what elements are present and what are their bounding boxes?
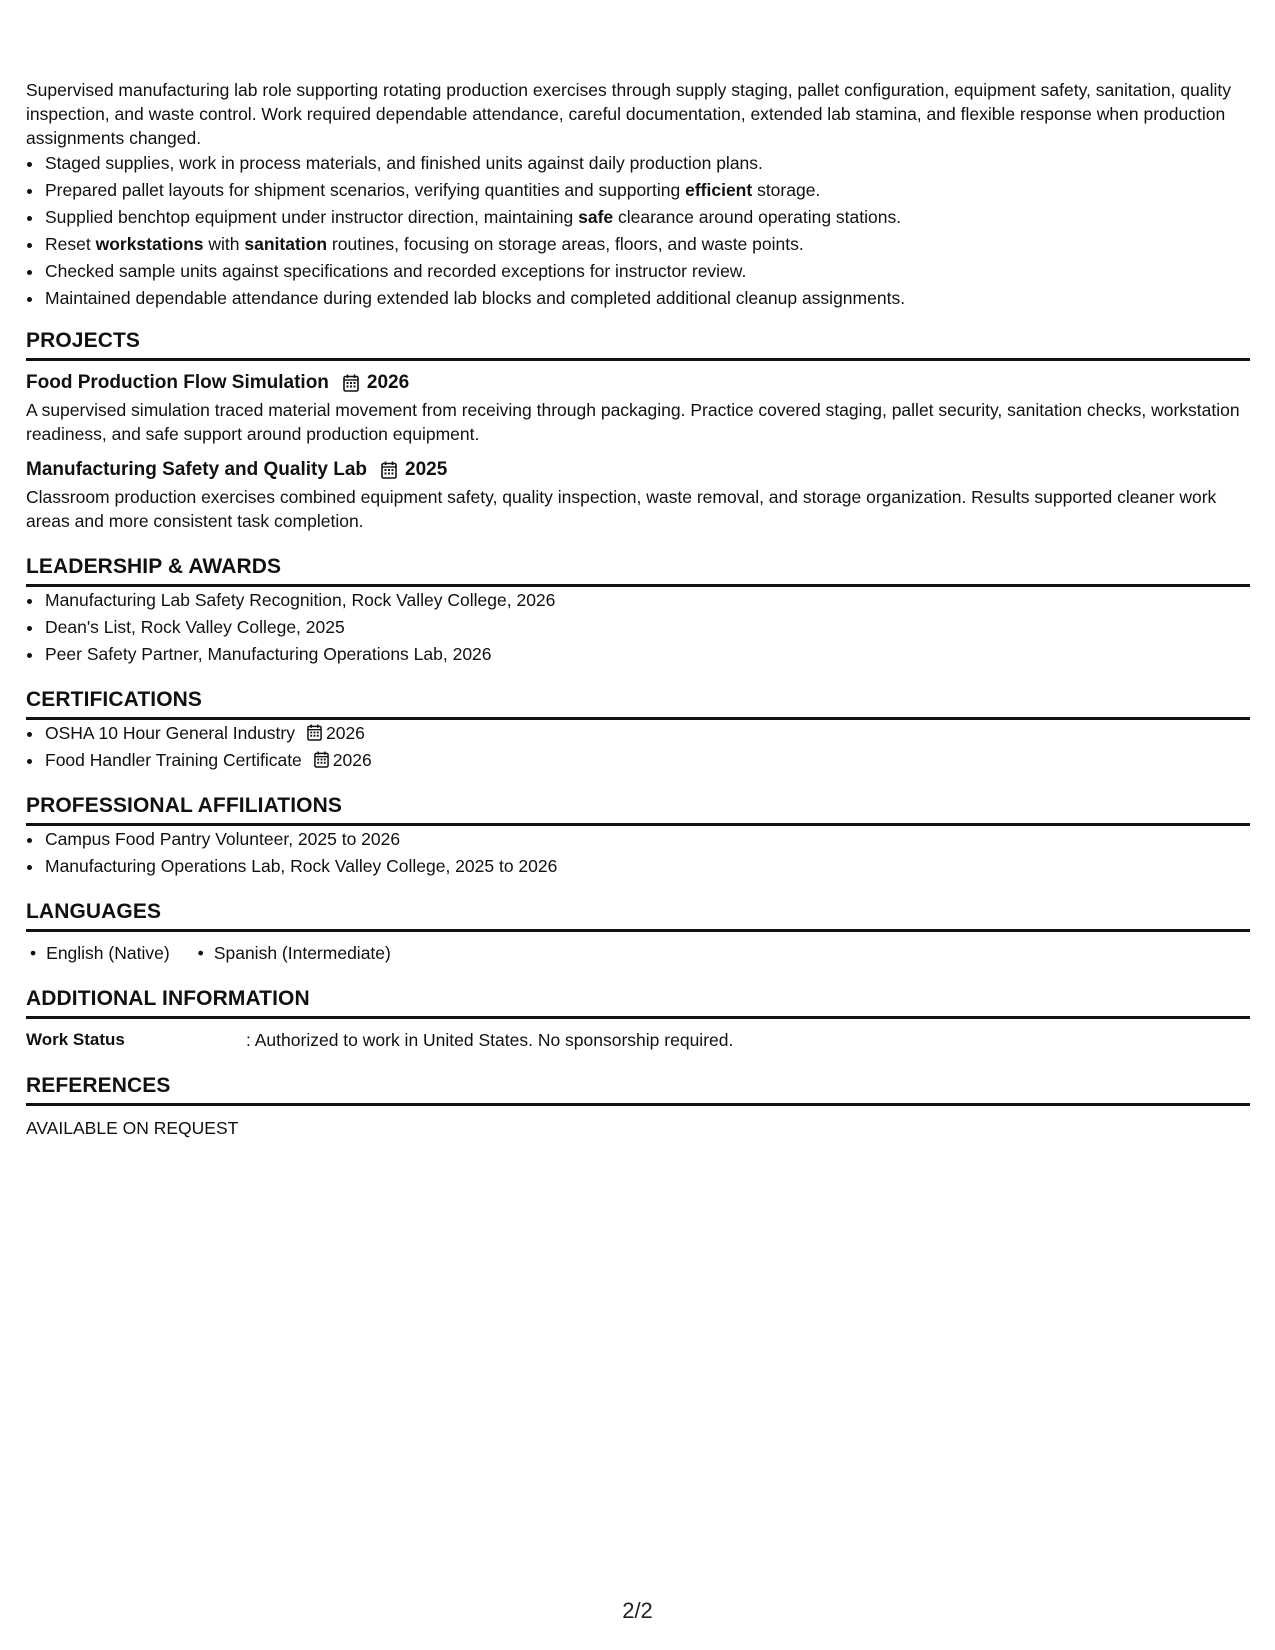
certifications-list — [26, 721, 1250, 772]
certification-name: Food Handler Training Certificate — [45, 750, 302, 770]
list-item: • Peer Safety Partner, Manufacturing Operations Lab, 2026 — [44, 642, 1250, 666]
languages-section — [26, 899, 1250, 965]
list-item: • Spanish (Intermediate) — [194, 941, 391, 965]
section-title: PROJECTS — [26, 328, 1250, 361]
list-item: • Dean's List, Rock Valley College, 2025 — [44, 615, 1250, 639]
project-year: 2025 — [405, 459, 448, 480]
resume-page — [26, 78, 1250, 1140]
projects-section — [26, 328, 1250, 533]
section-title: REFERENCES — [26, 1073, 1250, 1106]
section-title: PROFESSIONAL AFFILIATIONS — [26, 793, 1250, 826]
calendar-icon — [314, 751, 329, 768]
project-description: A supervised simulation traced material movement from receiving through packaging. Practice covered staging, pallet security, sanitation checks, workstation readiness, and safe support around production equipment. — [26, 400, 1240, 444]
certifications-section — [26, 687, 1250, 772]
calendar-icon — [307, 724, 322, 741]
section-title: CERTIFICATIONS — [26, 687, 1250, 720]
affiliations-list — [26, 827, 1250, 878]
experience-summary: Supervised manufacturing lab role supporting rotating production exercises through supply staging, pallet configuration, equipment safety, sanitation, quality inspection, and waste control. Work required dependable attendance, careful documentation, extended lab stamina, and flexible response when production assignments changed. — [26, 80, 1231, 148]
leadership-list — [26, 588, 1250, 666]
section-title: ADDITIONAL INFORMATION — [26, 986, 1250, 1019]
list-item: • Prepared pallet layouts for shipment scenarios, verifying quantities and supporting efficient storage. — [44, 178, 1250, 202]
references-text: AVAILABLE ON REQUEST — [26, 1118, 239, 1138]
additional-info-section — [26, 986, 1250, 1052]
calendar-icon — [381, 461, 397, 479]
certification-year: 2026 — [332, 750, 372, 770]
experience-bullets — [26, 151, 1250, 310]
work-status-label: Work Status — [26, 1030, 125, 1049]
list-item: • Manufacturing Operations Lab, Rock Valley College, 2025 to 2026 — [44, 854, 1250, 878]
project-item — [26, 370, 1250, 446]
work-status-row — [26, 1028, 1250, 1052]
languages-list — [26, 941, 1250, 965]
certification-name: OSHA 10 Hour General Industry — [45, 723, 295, 743]
project-item — [26, 457, 1250, 533]
section-title: LANGUAGES — [26, 899, 1250, 932]
calendar-icon — [343, 374, 359, 392]
project-description: Classroom production exercises combined equipment safety, quality inspection, waste removal, and storage organization. Results supported cleaner work areas and more consistent task completion. — [26, 487, 1217, 531]
section-title: LEADERSHIP & AWARDS — [26, 554, 1250, 587]
list-item: • Supplied benchtop equipment under instructor direction, maintaining safe clearance around operating stations. — [44, 205, 1250, 229]
project-name: Manufacturing Safety and Quality Lab — [26, 459, 367, 480]
project-year: 2026 — [366, 372, 410, 393]
page-number: 2/2 — [622, 1598, 653, 1623]
list-item — [44, 721, 1250, 745]
references-section — [26, 1073, 1250, 1140]
experience-continuation — [26, 78, 1250, 310]
work-status-value: : Authorized to work in United States. No sponsorship required. — [246, 1030, 734, 1050]
certification-year: 2026 — [325, 723, 365, 743]
list-item: • Checked sample units against specifications and recorded exceptions for instructor review. — [44, 259, 1250, 283]
list-item: • Maintained dependable attendance during extended lab blocks and completed additional cleanup assignments. — [44, 286, 1250, 310]
list-item — [44, 748, 1250, 772]
list-item: • Reset workstations with sanitation routines, focusing on storage areas, floors, and waste points. — [44, 232, 1250, 256]
leadership-section — [26, 554, 1250, 666]
list-item: • English (Native) — [26, 941, 170, 965]
list-item: • Manufacturing Lab Safety Recognition, Rock Valley College, 2026 — [44, 588, 1250, 612]
list-item: • Staged supplies, work in process materials, and finished units against daily production plans. — [44, 151, 1250, 175]
list-item: • Campus Food Pantry Volunteer, 2025 to 2026 — [44, 827, 1250, 851]
project-name: Food Production Flow Simulation — [26, 372, 329, 393]
affiliations-section — [26, 793, 1250, 878]
